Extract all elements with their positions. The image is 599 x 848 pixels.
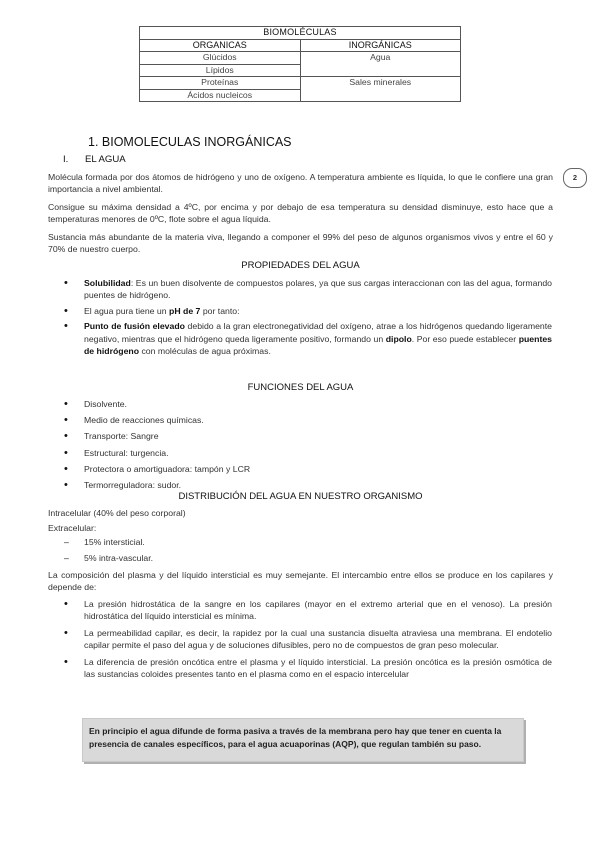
- intro-paragraph-1: Molécula formada por dos átomos de hidrógeno y uno de oxígeno. A temperatura ambiente es líquida, lo que le confiere una gran importancia a nivel ambiental.: [48, 172, 553, 195]
- item-text: El agua pura tiene un: [84, 305, 170, 316]
- list-item: • Termorreguladora: sudor.: [64, 479, 552, 491]
- list-item: • Medio de reacciones químicas.: [64, 414, 552, 426]
- table-cell: Proteínas: [140, 77, 301, 90]
- list-item: • La presión hidrostática de la sangre en los capilares (mayor en el extremo arterial que en el venoso). La presión hidrostática del líquido intersticial es mínima.: [64, 598, 552, 623]
- item-text: . Por eso puede establecer: [411, 333, 519, 344]
- section-title: 1. BIOMOLECULAS INORGÁNICAS: [88, 135, 292, 149]
- extracelular-text: Extracelular:: [48, 523, 97, 533]
- list-item: • Estructural: turgencia.: [64, 447, 552, 459]
- note-text: En principio el agua difunde de forma pasiva a través de la membrana pero hay que tener en cuenta la presencia de canales específicos, para el agua acuaporinas (AQP), que regulan también su paso.: [89, 726, 502, 749]
- bold-term: puentes de hidrógeno: [84, 333, 552, 357]
- list-item: • La diferencia de presión oncótica entre el plasma y el líquido intersticial. La presión oncótica es la presión osmótica de las sustancias coloides presentes tanto en el plasma como en el espacio intercelular: [64, 656, 552, 681]
- bold-term: Punto de fusión elevado: [84, 321, 185, 332]
- bold-term: Solubilidad: [84, 278, 131, 288]
- biomoleculas-table: [139, 26, 461, 102]
- item-text: por tanto:: [200, 305, 240, 316]
- list-item: [64, 320, 552, 357]
- propiedades-heading: PROPIEDADES DEL AGUA: [241, 260, 360, 271]
- table-title: BIOMOLÉCULAS: [140, 27, 461, 40]
- subsection-number: I.: [63, 154, 69, 165]
- table-header-inorganicas: INORGÁNICAS: [300, 39, 461, 52]
- bold-term: dipolo: [385, 333, 412, 344]
- composicion-paragraph: La composición del plasma y del líquido intersticial es muy semejante. El intercambio entre ellos se produce en los capilares y depende de:: [48, 570, 553, 593]
- funciones-heading: FUNCIONES DEL AGUA: [247, 382, 354, 393]
- capilares-list: [64, 598, 552, 680]
- table-cell: Glúcidos: [140, 52, 301, 65]
- propiedades-list: [64, 277, 552, 357]
- list-item: • La permeabilidad capilar, es decir, la rapidez por la cual una sustancia disuelta atraviesa una membrana. El endotelio capilar permite el paso del agua y de soluciones difusibles, pero no de compuestos de gran peso molecular.: [64, 627, 552, 652]
- extracelular-list: [64, 536, 544, 565]
- note-box: [82, 718, 524, 762]
- subsection-label: EL AGUA: [85, 154, 126, 165]
- subsection-title: [63, 154, 126, 166]
- intro-paragraph-3: Sustancia más abundante de la materia viva, llegando a componer el 99% del peso de algunos organismos vivos y entre el 60 y 70% de nuestro cuerpo.: [48, 232, 553, 255]
- list-item: [64, 305, 552, 317]
- table-cell: Agua: [300, 52, 461, 77]
- distribucion-heading: DISTRIBUCIÓN DEL AGUA EN NUESTRO ORGANISMO: [178, 491, 423, 502]
- table-header-organicas: ORGANICAS: [140, 39, 301, 52]
- table-cell: Sales minerales: [300, 77, 461, 102]
- list-item: • Transporte: Sangre: [64, 430, 552, 442]
- list-item: [64, 277, 552, 302]
- item-text: con moléculas de agua próximas.: [139, 346, 271, 357]
- item-text: debido a la gran electronegatividad del oxígeno, atrae a los hidrógenos quedando ligeramente negativo, mientras que el hidrógeno queda ligeramente positivo, formando un: [84, 321, 552, 344]
- intro-paragraph-2: Consigue su máxima densidad a 4ºC, por encima y por debajo de esa temperatura su densidad disminuye, esto hace que a temperaturas menores de 0ºC, flote sobre el agua líquida.: [48, 202, 553, 225]
- table-cell: Lípidos: [140, 64, 301, 77]
- list-item: – 5% intra-vascular.: [64, 552, 544, 564]
- item-text: : Es un buen disolvente de compuestos polares, ya que sus cargas interaccionan con las del agua, formando puentes de hidrógeno.: [84, 278, 552, 301]
- page-number-badge: 2: [563, 168, 587, 188]
- bold-term: pH de 7: [169, 305, 201, 316]
- funciones-list: [64, 398, 552, 491]
- table-cell: Ácidos nucleicos: [140, 89, 301, 102]
- list-item: • Disolvente.: [64, 398, 552, 410]
- intracelular-text: Intracelular (40% del peso corporal): [48, 508, 186, 518]
- list-item: • Protectora o amortiguadora: tampón y LCR: [64, 463, 552, 475]
- list-item: – 15% intersticial.: [64, 536, 544, 548]
